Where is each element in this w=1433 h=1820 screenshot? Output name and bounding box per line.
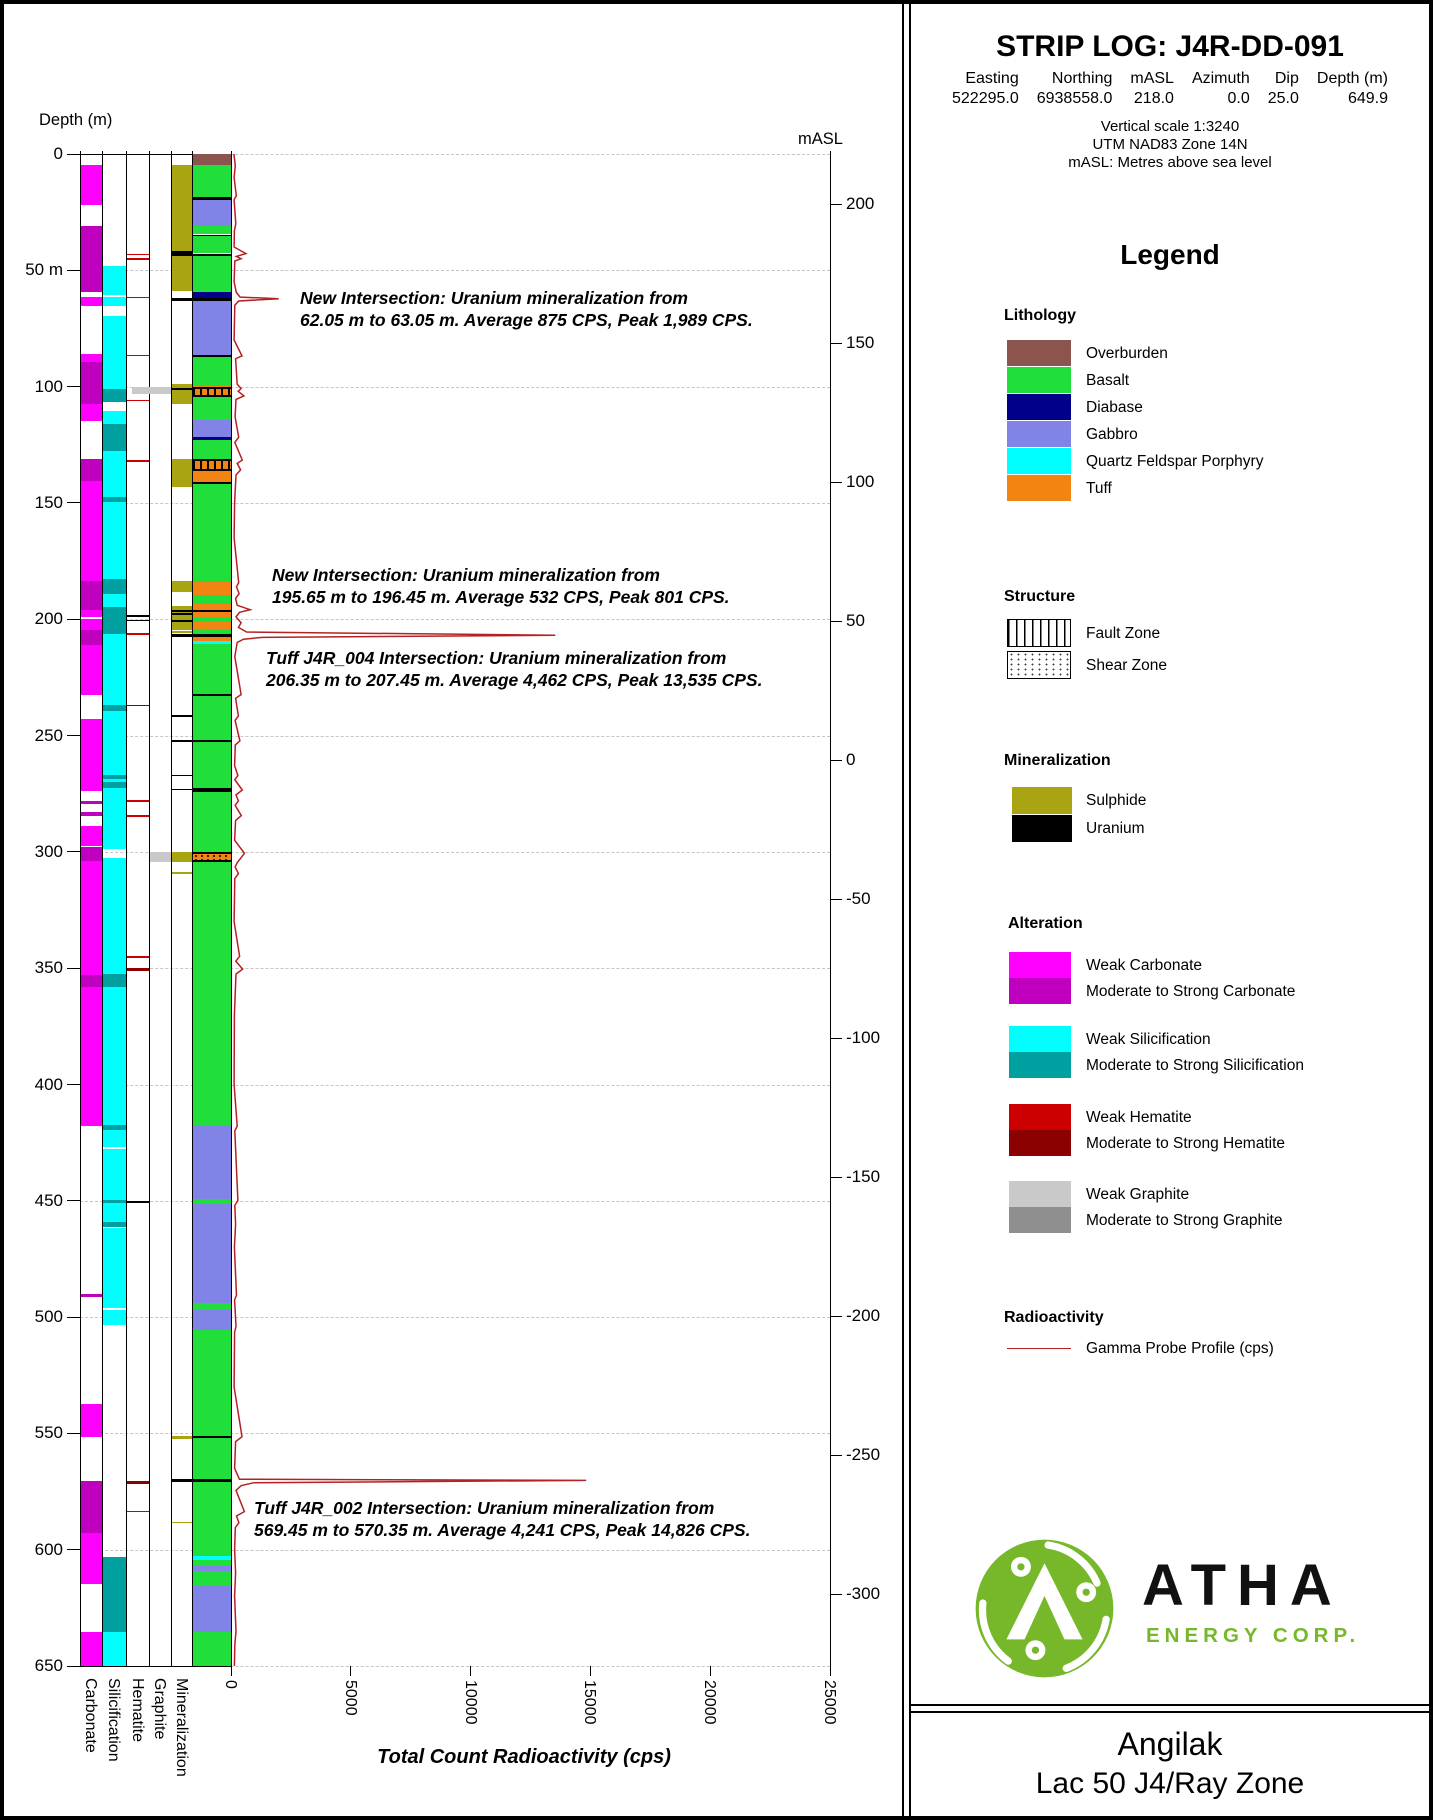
hematite-mark	[127, 633, 149, 635]
silicification-interval	[103, 788, 126, 850]
panel-divider-inner	[909, 4, 911, 1816]
carbonate-interval	[81, 481, 102, 581]
carbonate-interval	[81, 975, 102, 987]
cps-tick	[470, 1666, 471, 1676]
alteration-strong-swatch	[1009, 1207, 1071, 1233]
hematite-mark	[127, 1201, 149, 1203]
lithology-interval-tuff	[193, 582, 231, 595]
lithology-interval-basalt	[193, 696, 231, 740]
cps-tick-label: 0	[222, 1680, 239, 1689]
silicification-interval	[103, 594, 126, 607]
hematite-mark	[127, 956, 149, 958]
lithology-interval-gabbro	[193, 1586, 231, 1633]
strip-log-title: STRIP LOG: J4R-DD-091	[996, 30, 1344, 63]
silicification-interval	[103, 987, 126, 1125]
silicification-interval	[103, 1130, 126, 1147]
intersection-annotation	[266, 647, 762, 691]
alteration-strong-label: Moderate to Strong Hematite	[1086, 1135, 1286, 1152]
silicification-interval	[103, 1203, 126, 1222]
annotation-line: Tuff J4R_002 Intersection: Uranium mineralization from	[254, 1498, 715, 1518]
intersection-annotation	[300, 287, 753, 331]
lithology-interval-basalt	[193, 1303, 231, 1310]
masl-axis-title: mASL	[798, 130, 843, 148]
depth-tick-label: 500	[34, 1307, 63, 1327]
lithology-interval-gabbro	[193, 420, 231, 437]
uranium-interval	[172, 388, 192, 390]
depth-tick-label: 600	[34, 1539, 63, 1559]
silicification-interval	[103, 1149, 126, 1200]
depth-tick	[67, 1084, 80, 1085]
hole-info-label: Dip	[1274, 70, 1299, 87]
silicification-interval	[103, 634, 126, 705]
alteration-strong-swatch	[1009, 1052, 1071, 1078]
graphite-mark	[132, 387, 171, 393]
masl-tick-label: 50	[846, 611, 865, 630]
hematite-mark	[127, 258, 149, 260]
silicification-interval	[103, 974, 126, 987]
masl-tick-label: -100	[846, 1028, 881, 1047]
uranium-interval	[172, 789, 192, 791]
alteration-weak-swatch	[1009, 1104, 1071, 1130]
hole-info-field	[1192, 70, 1250, 108]
carbonate-interval	[81, 1533, 102, 1583]
lithology-interval-basalt	[193, 644, 231, 694]
lithology-swatch	[1007, 367, 1071, 393]
hole-info-label: Northing	[1051, 70, 1113, 87]
lithology-swatch	[1007, 394, 1071, 420]
hematite-mark	[127, 1511, 149, 1513]
column-label: Graphite	[151, 1678, 168, 1740]
silicification-interval	[103, 579, 126, 594]
column-label: Carbonate	[82, 1678, 99, 1753]
alteration-strong-swatch	[1009, 1130, 1071, 1156]
hematite-mark	[127, 968, 149, 972]
carbonate-interval	[81, 1481, 102, 1533]
x-axis-title: Total Count Radioactivity (cps)	[377, 1746, 671, 1768]
cps-tick-label: 25000	[821, 1680, 838, 1725]
uranium-interval	[172, 715, 192, 717]
masl-tick-label: 200	[846, 194, 875, 213]
zone-name: Lac 50 J4/Ray Zone	[1035, 1767, 1305, 1800]
silicification-interval	[103, 297, 126, 306]
carbonate-interval	[81, 826, 102, 846]
depth-tick	[67, 735, 80, 736]
lithology-interval-basalt	[193, 357, 231, 386]
sulphide-interval	[172, 581, 192, 593]
uranium-interval	[172, 620, 192, 622]
hematite-mark	[127, 460, 149, 462]
annotation-line: Tuff J4R_004 Intersection: Uranium mineralization from	[266, 648, 727, 668]
masl-tick	[830, 204, 842, 205]
silicification-interval	[103, 424, 126, 451]
lithology-interval-basalt	[193, 1571, 231, 1586]
hole-info-value: 522295.0	[951, 90, 1019, 107]
depth-tick-label: 650	[34, 1656, 63, 1675]
sulphide-interval	[172, 872, 192, 874]
hole-info-label: Depth (m)	[1316, 70, 1389, 87]
fault-zone-overlay	[193, 459, 231, 471]
gamma-profile-polyline	[234, 154, 586, 1666]
uranium-interval	[172, 1479, 192, 1482]
cps-tick	[830, 1666, 831, 1676]
footer-divider-outer	[909, 1704, 1433, 1706]
masl-tick-label: -200	[846, 1306, 881, 1325]
carbonate-interval	[81, 610, 102, 617]
carbonate-interval	[81, 987, 102, 1127]
masl-tick-label: -50	[846, 889, 871, 908]
note-vertical-scale: Vertical scale 1:3240	[1100, 118, 1240, 135]
carbonate-interval	[81, 719, 102, 791]
structure-swatch-label: Fault Zone	[1086, 625, 1161, 642]
masl-tick-label: -300	[846, 1584, 881, 1603]
carbonate-interval	[81, 1294, 102, 1298]
hematite-mark	[127, 297, 149, 299]
depth-tick-label: 550	[34, 1423, 63, 1443]
carbonate-interval	[81, 459, 102, 481]
carbonate-interval	[81, 619, 102, 630]
lithology-swatch	[1007, 421, 1071, 447]
lithology-interval-basalt	[193, 1438, 231, 1479]
lithology-interval-basalt	[193, 1482, 231, 1556]
masl-tick-label: 0	[846, 750, 856, 769]
alteration-weak-label: Weak Silicification	[1086, 1031, 1211, 1048]
depth-tick-label: 300	[34, 841, 63, 861]
gamma-legend-line	[1007, 1348, 1071, 1349]
lithology-interval-gabbro	[193, 1204, 231, 1303]
column-label: Hematite	[128, 1678, 146, 1743]
cps-tick	[350, 1666, 351, 1676]
hole-info-label: Easting	[965, 70, 1019, 87]
lithology-interval-gabbro	[193, 301, 231, 355]
lithology-interval-basalt	[193, 1632, 231, 1666]
masl-tick	[830, 1594, 842, 1595]
carbonate-interval	[81, 847, 102, 862]
masl-tick	[830, 1316, 842, 1317]
lithology-interval-basalt	[193, 742, 231, 788]
hematite-mark	[127, 1481, 149, 1485]
annotation-line: 569.45 m to 570.35 m. Average 4,241 CPS, Peak 14,826 CPS.	[254, 1520, 751, 1540]
structure-swatch-label: Shear Zone	[1086, 657, 1167, 674]
column-border	[231, 151, 232, 1666]
hole-info-field	[1317, 70, 1388, 108]
carbonate-interval	[81, 645, 102, 695]
lithology-interval-gabbro	[193, 1310, 231, 1330]
depth-tick	[67, 502, 80, 503]
silicification-interval	[103, 316, 126, 389]
depth-tick-label: 250	[34, 725, 63, 745]
lithology-interval-gabbro	[193, 1125, 231, 1199]
graphite-mark	[150, 852, 171, 862]
depth-tick	[67, 1549, 80, 1550]
lithology-interval-basalt	[193, 1330, 231, 1436]
depth-axis-title: Depth (m)	[39, 111, 113, 129]
cps-tick	[590, 1666, 591, 1676]
masl-tick	[830, 760, 842, 761]
carbonate-interval	[81, 165, 102, 205]
sulphide-interval	[172, 1522, 192, 1524]
masl-tick-label: 150	[846, 333, 875, 352]
sulphide-interval	[172, 165, 192, 291]
column-border	[149, 151, 150, 1666]
sulphide-interval	[172, 852, 192, 862]
alteration-weak-label: Weak Graphite	[1086, 1186, 1190, 1203]
project-name: Angilak	[1117, 1726, 1223, 1762]
depth-tick	[67, 968, 80, 969]
cps-tick-label: 20000	[701, 1680, 719, 1725]
hole-info-field	[1130, 70, 1174, 108]
hole-info-value: 649.9	[1347, 90, 1389, 107]
lithology-swatch	[1007, 475, 1071, 501]
hematite-mark	[127, 400, 149, 402]
lithology-interval-overburden	[193, 154, 231, 165]
depth-tick-label: 100	[34, 376, 63, 396]
lithology-interval-basalt	[193, 595, 231, 604]
masl-tick	[830, 482, 842, 483]
lithology-swatch	[1007, 340, 1071, 366]
carbonate-interval	[81, 362, 102, 404]
mineralization-swatch	[1012, 787, 1072, 814]
carbonate-interval	[81, 1404, 102, 1437]
atha-logo-emblem	[972, 1536, 1117, 1681]
masl-tick	[830, 899, 842, 900]
fault-zone-swatch	[1007, 619, 1071, 647]
hematite-mark	[127, 815, 149, 817]
lithology-swatch-label: Quartz Feldspar Porphyry	[1086, 453, 1264, 470]
hematite-mark	[127, 615, 149, 617]
alteration-strong-label: Moderate to Strong Graphite	[1086, 1212, 1283, 1229]
uranium-interval	[172, 634, 192, 637]
column-label: Mineralization	[172, 1678, 190, 1777]
lithology-swatch-label: Overburden	[1086, 345, 1168, 362]
depth-tick	[67, 619, 80, 620]
uranium-interval	[172, 740, 192, 742]
hole-info-field	[952, 70, 1019, 108]
radioactivity-heading: Radioactivity	[1004, 1309, 1104, 1326]
masl-tick-label: -250	[846, 1445, 881, 1464]
sulphide-interval	[172, 622, 192, 630]
lithology-interval-basalt	[193, 484, 231, 582]
lithology-interval-gabbro	[193, 200, 231, 227]
note-masl: mASL: Metres above sea level	[1068, 154, 1272, 171]
radioactivity-label: Gamma Probe Profile (cps)	[1086, 1340, 1274, 1357]
mineralization-swatch-label: Uranium	[1086, 820, 1145, 837]
legend-title: Legend	[1120, 239, 1220, 270]
shear-zone-swatch	[1007, 651, 1071, 679]
depth-tick	[67, 270, 80, 271]
columns-bottom-border	[80, 1666, 231, 1667]
uranium-interval	[172, 613, 192, 615]
uranium-interval	[172, 251, 192, 256]
cps-tick	[231, 1666, 232, 1676]
lithology-interval-basalt	[193, 440, 231, 459]
intersection-annotation	[272, 564, 730, 608]
lithology-swatch-label: Gabbro	[1086, 426, 1138, 443]
intersection-annotation	[254, 1497, 750, 1541]
silicification-interval	[103, 1310, 126, 1325]
silicification-interval	[103, 858, 126, 974]
panel-divider-outer	[902, 4, 904, 1816]
carbonate-interval	[81, 801, 102, 804]
lithology-interval-basalt	[193, 862, 231, 1126]
silicification-interval	[103, 1632, 126, 1666]
masl-axis-line	[830, 151, 831, 1666]
silicification-interval	[103, 1228, 126, 1308]
annotation-line: New Intersection: Uranium mineralization from	[300, 288, 688, 308]
lithology-swatch	[1007, 448, 1071, 474]
masl-tick-label: -150	[846, 1167, 881, 1186]
masl-tick	[830, 343, 842, 344]
silicification-interval	[103, 711, 126, 775]
footer-divider-inner	[909, 1711, 1433, 1713]
depth-tick	[67, 1666, 80, 1667]
hematite-mark	[127, 620, 149, 622]
masl-tick	[830, 621, 842, 622]
depth-tick	[67, 1433, 80, 1434]
lithology-interval-basalt	[193, 397, 231, 420]
mineralization-swatch-label: Sulphide	[1086, 792, 1147, 809]
atha-brand-subtitle: ENERGY CORP.	[1146, 1624, 1361, 1647]
structure-heading: Structure	[1004, 588, 1076, 605]
shear-zone-overlay	[193, 852, 231, 862]
hole-info-field	[1268, 70, 1299, 108]
depth-tick-label: 150	[34, 492, 63, 512]
carbonate-interval	[81, 630, 102, 645]
masl-tick-label: 100	[846, 472, 875, 491]
depth-tick	[67, 386, 80, 387]
mineralization-swatch	[1012, 815, 1072, 842]
cps-tick	[710, 1666, 711, 1676]
alteration-heading: Alteration	[1008, 915, 1083, 932]
silicification-interval	[103, 1557, 126, 1633]
alteration-strong-label: Moderate to Strong Silicification	[1086, 1057, 1304, 1074]
masl-tick	[830, 1038, 842, 1039]
alteration-weak-swatch	[1009, 952, 1071, 978]
alteration-strong-swatch	[1009, 978, 1071, 1004]
carbonate-interval	[81, 581, 102, 610]
depth-tick-label: 350	[34, 958, 63, 978]
lithology-swatch-label: Basalt	[1086, 372, 1130, 389]
lithology-heading: Lithology	[1004, 307, 1076, 324]
note-utm-zone: UTM NAD83 Zone 14N	[1092, 136, 1248, 153]
lithology-swatch-label: Diabase	[1086, 399, 1143, 416]
hole-info-table	[943, 70, 1397, 108]
lithology-interval-basalt	[193, 165, 231, 198]
lithology-interval-basalt	[193, 256, 231, 293]
silicification-interval	[103, 607, 126, 634]
hematite-mark	[127, 355, 149, 357]
hole-info-value: 25.0	[1267, 90, 1299, 107]
hematite-mark	[127, 705, 149, 707]
annotation-line: New Intersection: Uranium mineralization from	[272, 565, 660, 585]
uranium-interval	[172, 298, 192, 301]
masl-tick	[830, 1177, 842, 1178]
depth-tick-label: 400	[34, 1074, 63, 1094]
depth-tick-label: 0	[53, 144, 63, 163]
carbonate-interval	[81, 226, 102, 292]
hole-info-label: Azimuth	[1191, 70, 1250, 87]
lithology-interval-basalt	[193, 792, 231, 852]
hole-info-value: 0.0	[1227, 90, 1250, 107]
mineralization-heading: Mineralization	[1004, 752, 1111, 769]
annotation-line: 195.65 m to 196.45 m. Average 532 CPS, Peak 801 CPS.	[272, 587, 730, 607]
lithology-swatch-label: Tuff	[1086, 480, 1112, 497]
depth-tick-label: 450	[34, 1190, 63, 1210]
carbonate-interval	[81, 354, 102, 362]
annotation-line: 62.05 m to 63.05 m. Average 875 CPS, Peak 1,989 CPS.	[300, 310, 753, 330]
depth-tick-label: 50 m	[25, 260, 63, 280]
hematite-mark	[127, 254, 149, 256]
atha-brand-text: ATHA	[1142, 1553, 1343, 1618]
depth-tick	[67, 154, 80, 155]
carbonate-interval	[81, 404, 102, 421]
silicification-interval	[103, 502, 126, 579]
depth-tick-label: 200	[34, 609, 63, 629]
carbonate-interval	[81, 812, 102, 816]
cps-tick-label: 5000	[341, 1680, 359, 1716]
alteration-weak-label: Weak Carbonate	[1086, 957, 1203, 974]
hole-info-label: mASL	[1130, 70, 1174, 87]
alteration-weak-swatch	[1009, 1181, 1071, 1207]
depth-tick	[67, 851, 80, 852]
column-label: Silicification	[105, 1678, 122, 1762]
uranium-interval	[172, 775, 192, 777]
alteration-weak-label: Weak Hematite	[1086, 1109, 1192, 1126]
alteration-strong-label: Moderate to Strong Carbonate	[1086, 983, 1296, 1000]
cps-tick-label: 10000	[461, 1680, 479, 1725]
uranium-interval	[172, 610, 192, 612]
lithology-interval-basalt	[193, 226, 231, 234]
carbonate-interval	[81, 861, 102, 975]
hole-info-field	[1037, 70, 1113, 108]
fault-zone-overlay	[193, 387, 231, 398]
alteration-weak-swatch	[1009, 1026, 1071, 1052]
sulphide-interval	[172, 1436, 192, 1440]
masl-tick	[830, 1455, 842, 1456]
hole-info-value: 218.0	[1133, 90, 1174, 107]
depth-tick	[67, 1200, 80, 1201]
depth-tick	[67, 1317, 80, 1318]
silicification-interval	[103, 389, 126, 402]
carbonate-interval	[81, 297, 102, 306]
hole-info-value: 6938558.0	[1036, 90, 1113, 107]
lithology-interval-basalt	[193, 236, 231, 253]
hematite-mark	[127, 800, 149, 802]
silicification-interval	[103, 411, 126, 424]
sulphide-interval	[172, 459, 192, 487]
sulphide-interval	[172, 631, 192, 633]
silicification-interval	[103, 451, 126, 497]
column-border	[126, 151, 127, 1666]
silicification-interval	[103, 266, 126, 296]
cps-tick-label: 15000	[581, 1680, 599, 1725]
annotation-line: 206.35 m to 207.45 m. Average 4,462 CPS, Peak 13,535 CPS.	[266, 670, 763, 690]
carbonate-interval	[81, 1632, 102, 1666]
